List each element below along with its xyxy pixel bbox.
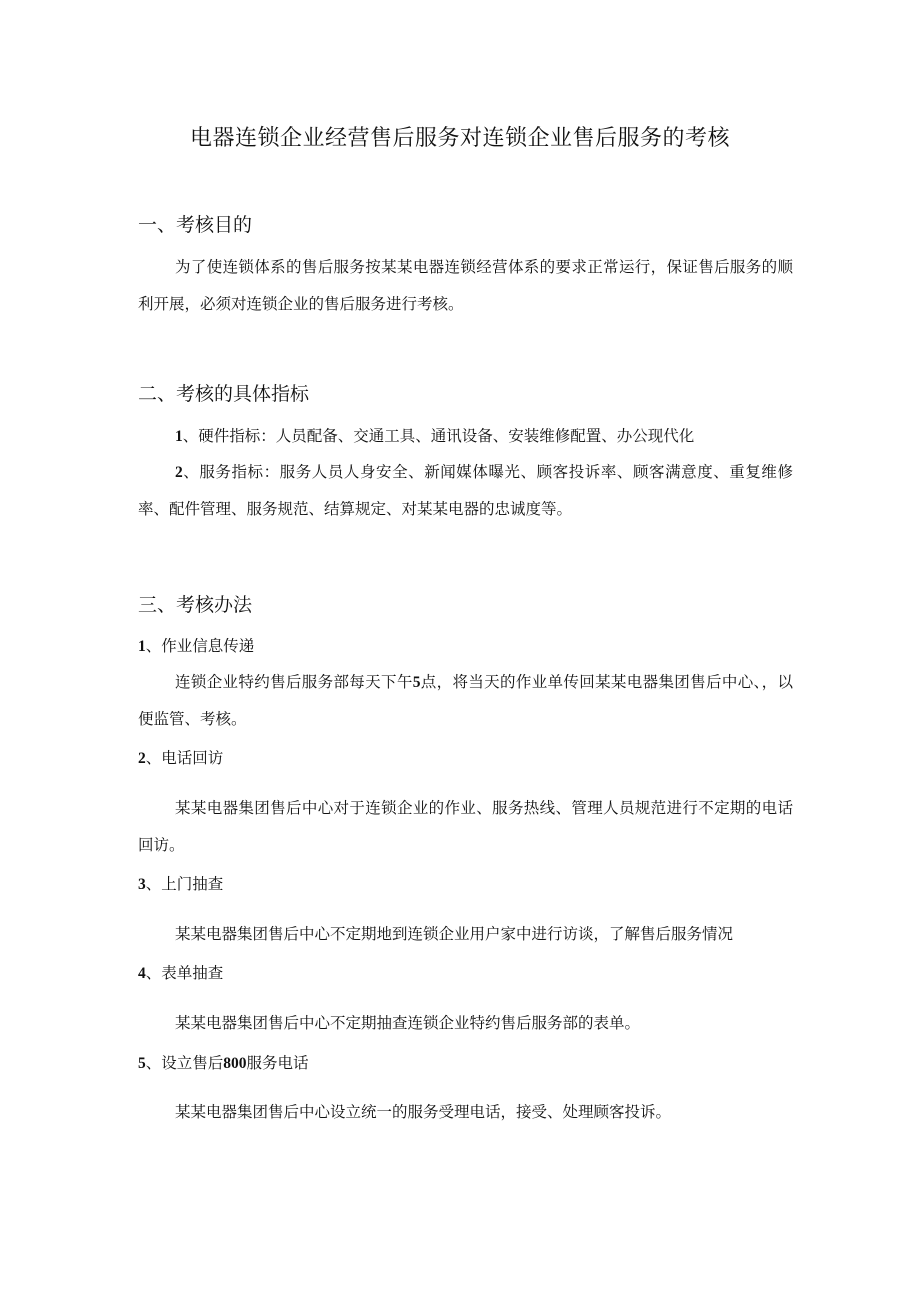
item-text-a: 连锁企业特约售后服务部每天下午 <box>175 673 413 691</box>
item-label-number: 800 <box>223 1055 247 1072</box>
section-3-item-4-text: 某某电器集团售后中心不定期抽查连锁企业特约售后服务部的表单。 <box>175 1014 641 1032</box>
item-number: 5 <box>138 1055 146 1072</box>
item-label: 、电话回访 <box>145 749 224 767</box>
document-title: 电器连锁企业经营售后服务对连锁企业售后服务的考核 <box>189 126 730 151</box>
item-text-number: 5 <box>412 674 421 691</box>
item-label: 、上门抽查 <box>145 875 224 893</box>
item-label-b: 服务电话 <box>246 1054 309 1072</box>
section-2-heading: 二、考核的具体指标 <box>138 383 310 405</box>
section-3-item-5-text: 某某电器集团售后中心设立统一的服务受理电话，接受、处理顾客投诉。 <box>175 1103 672 1121</box>
section-3-item-1-label <box>138 633 254 660</box>
item-label-a: 、设立售后 <box>145 1054 224 1072</box>
item-number: 1 <box>138 638 146 655</box>
section-3-item-2-label <box>138 745 223 772</box>
section-2-item-2 <box>138 454 793 528</box>
section-3-item-4-label <box>138 960 223 987</box>
section-3-item-3-label <box>138 871 223 898</box>
item-text: 、服务指标：服务人员人身安全、新闻媒体曝光、顾客投诉率、顾客满意度、重复维修率、配件管理、服务规范、结算规定、对某某电器的忠诚度等。 <box>138 463 793 518</box>
section-3-item-2-text: 某某电器集团售后中心对于连锁企业的作业、服务热线、管理人员规范进行不定期的电话回访。 <box>138 799 793 854</box>
section-1-paragraph: 为了使连锁体系的售后服务按某某电器连锁经营体系的要求正常运行，保证售后服务的顺利开展，必须对连锁企业的售后服务进行考核。 <box>138 258 793 313</box>
section-3-item-3-text: 某某电器集团售后中心不定期地到连锁企业用户家中进行访谈，了解售后服务情况 <box>175 925 734 943</box>
section-3-item-5-label <box>138 1050 309 1077</box>
item-number: 3 <box>138 876 146 893</box>
section-1-heading: 一、考核目的 <box>138 214 253 236</box>
item-label: 、表单抽查 <box>145 964 224 982</box>
item-number: 4 <box>138 965 146 982</box>
item-label: 、作业信息传递 <box>145 637 255 655</box>
item-number: 2 <box>138 750 146 767</box>
section-3-heading: 三、考核办法 <box>138 594 253 616</box>
item-number: 2 <box>175 464 183 481</box>
item-text-b: 点，将当天的作业单传回某某电器集团售后中心、，以便监管、考核。 <box>138 673 793 728</box>
section-3-item-1-text <box>138 664 793 738</box>
item-number: 1 <box>175 428 183 445</box>
section-2-item-1 <box>175 423 694 450</box>
item-text: 、硬件指标：人员配备、交通工具、通讯设备、安装维修配置、办公现代化 <box>182 427 695 445</box>
